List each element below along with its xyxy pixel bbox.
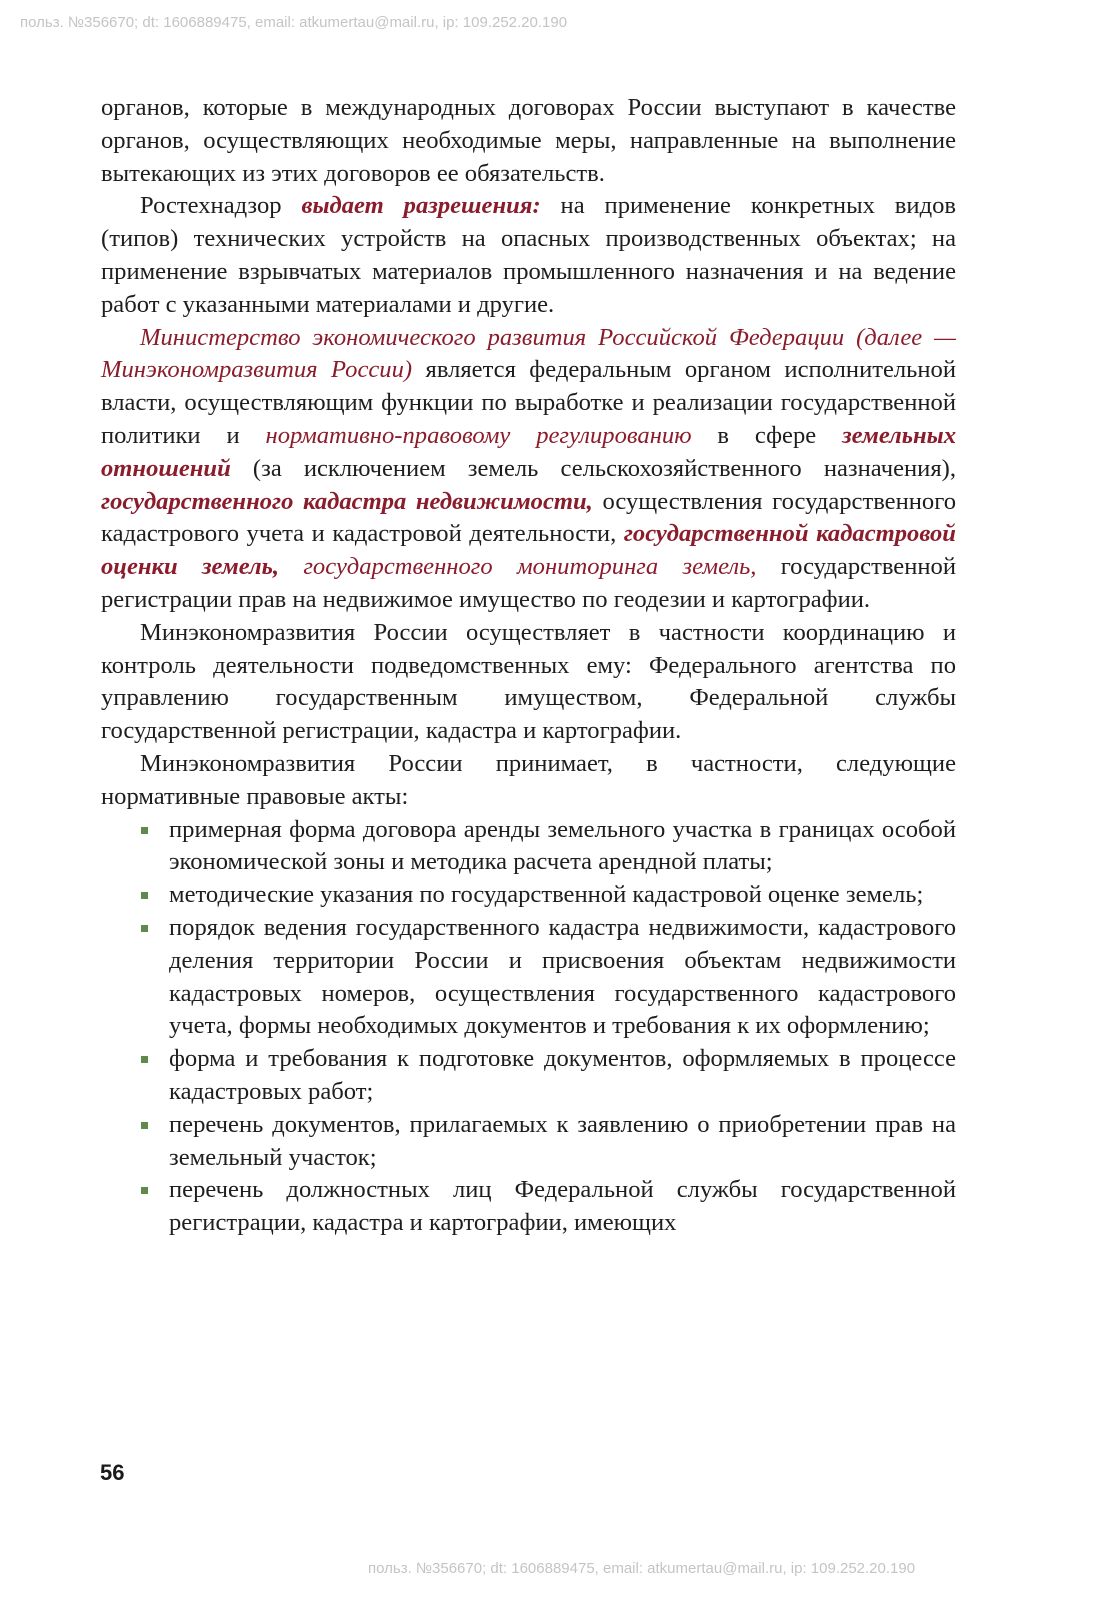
list-item <box>101 912 956 1043</box>
bullet-icon <box>141 1122 148 1129</box>
list-item-text: порядок ведения государственного кадастра недвижимости, кадастрового деления территории России и присвоения объектам недвижимости кадастровых номеров, осуществления государственного кадастрового учета, формы необходимых документов и требования к их оформлению; <box>169 913 956 1040</box>
list-item-text: форма и требования к подготовке документов, оформляемых в процессе кадастровых работ; <box>169 1045 956 1105</box>
bullet-icon <box>141 892 148 899</box>
paragraph-1 <box>101 92 956 190</box>
bullet-icon <box>141 1056 148 1063</box>
paragraph-3 <box>101 322 956 617</box>
list-item-text: примерная форма договора аренды земельного участка в границах особой экономической зоны и методика расчета арендной платы; <box>169 815 956 876</box>
watermark-top: польз. №356670; dt: 1606889475, email: atkumertau@mail.ru, ip: 109.252.20.190 <box>20 14 568 31</box>
paragraph-text: (за исключением земель сельскохозяйственного назначения), <box>230 454 956 482</box>
watermark-bottom: польз. №356670; dt: 1606889475, email: atkumertau@mail.ru, ip: 109.252.20.190 <box>368 1560 916 1577</box>
bullet-icon <box>141 1187 148 1194</box>
highlight-term: государственной кадастровой оценки земель, <box>101 520 956 581</box>
paragraph-text: Минэкономразвития России осуществляет в частности координацию и контроль деятельности подведомственных ему: Федерального агентства по управлению государственным имуществом, Федеральной службы государственной регистрации, кадастра и картографии. <box>101 618 956 745</box>
paragraph-text: осуществления государственного кадастрового учета и кадастровой деятельности, <box>101 487 956 548</box>
highlight-term: выдает разрешения: <box>301 192 541 220</box>
bullet-list <box>101 814 956 1240</box>
highlight-term: государственного кадастра недвижимости, <box>101 487 593 515</box>
paragraph-5 <box>101 748 956 814</box>
paragraph-4 <box>101 617 956 748</box>
page-body <box>101 92 956 1240</box>
page-number: 56 <box>100 1460 125 1485</box>
list-item <box>101 1109 956 1175</box>
bullet-icon <box>141 925 148 932</box>
list-item <box>101 814 956 880</box>
paragraph-text: Минэкономразвития России принимает, в частности, следующие нормативные правовые акты: <box>101 749 956 810</box>
paragraph-text: органов, которые в международных договорах России выступают в качестве органов, осуществляющих необходимые меры, направленные на выполнение вытекающих из этих договоров ее обязательств. <box>101 94 956 187</box>
paragraph-text: в сфере <box>691 421 843 449</box>
bullet-icon <box>141 827 148 834</box>
list-item-text: методические указания по государственной кадастровой оценке земель; <box>169 881 924 909</box>
list-item <box>101 1043 956 1109</box>
list-item <box>101 879 956 912</box>
italic-term: государственного мониторинга земель, <box>303 553 757 581</box>
list-item-text: перечень документов, прилагаемых к заявлению о приобретении прав на земельный участок; <box>169 1110 956 1171</box>
paragraph-text: Ростехнадзор <box>140 192 302 220</box>
paragraph-text: на применение конкретных видов (типов) технических устройств на опасных производственных объектах; на применение взрывчатых материалов промышленного назначения и на ведение работ с указанными материалами и другие. <box>101 192 956 318</box>
paragraph-2 <box>101 190 956 321</box>
list-item-text: перечень должностных лиц Федеральной службы государственной регистрации, кадастра и картографии, имеющих <box>169 1176 956 1237</box>
list-item <box>101 1174 956 1240</box>
paragraph-text: является федеральным органом исполнительной власти, осуществляющим функции по выработке и реализации государственной политики и <box>101 356 957 449</box>
italic-term: Министерство экономического развития Российской Федерации (далее — Минэкономразвития России) <box>101 323 956 384</box>
paragraph-text: государственной регистрации прав на недвижимое имущество по геодезии и картографии. <box>101 553 956 613</box>
paragraph-text <box>279 553 303 580</box>
italic-term: нормативно-правовому регулированию <box>265 421 692 449</box>
highlight-term: земельных отношений <box>101 421 957 482</box>
